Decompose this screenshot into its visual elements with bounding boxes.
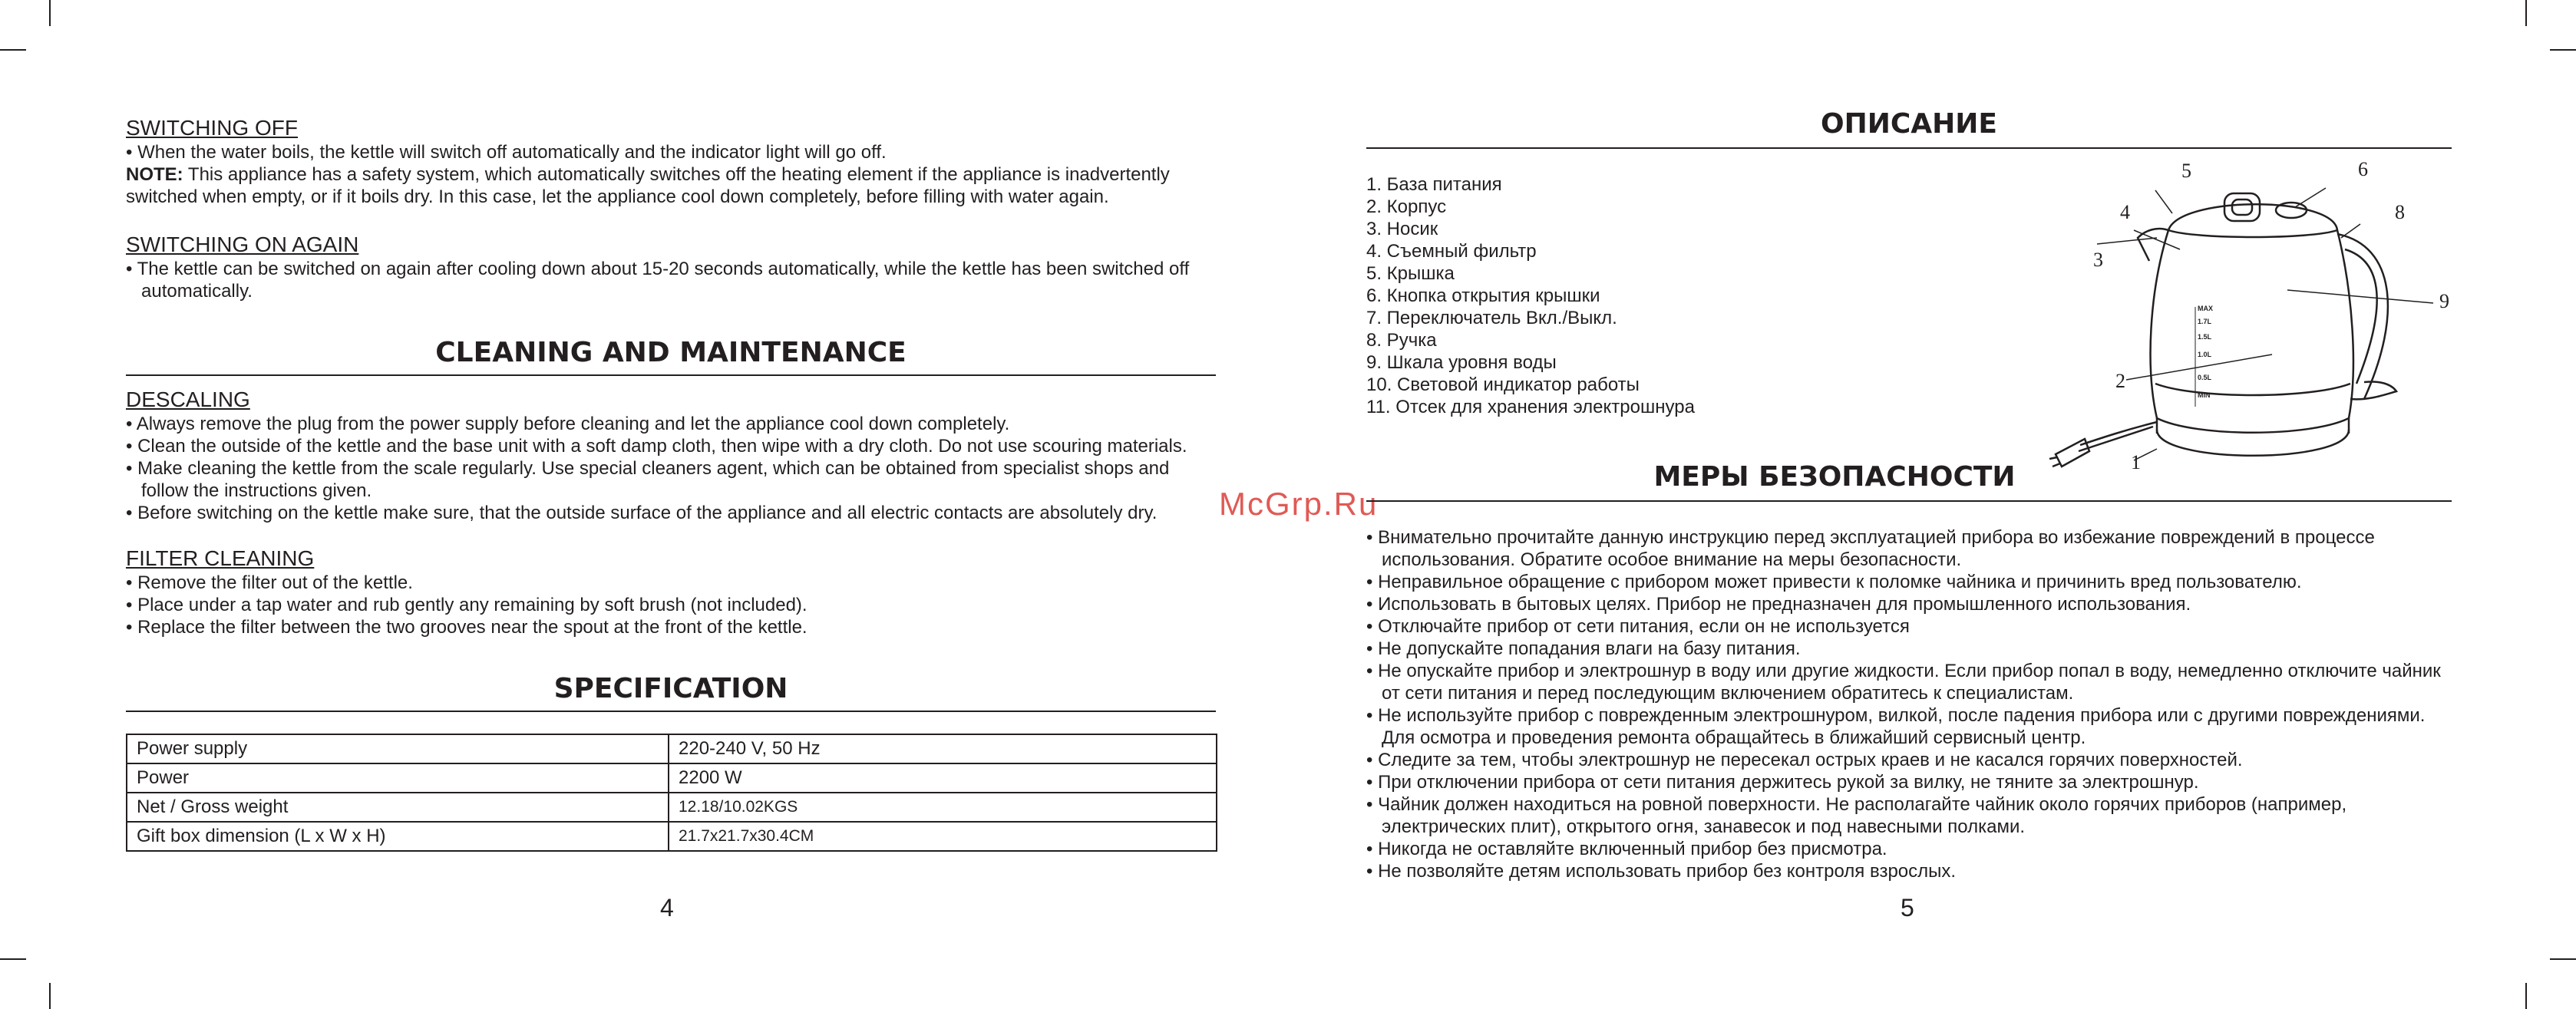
note-line: [126, 163, 1216, 186]
table-row: [127, 763, 1217, 793]
list-item: • Не используйте прибор с поврежденным электрошнуром, вилкой, после падения прибора или с другими повреждениями.: [1366, 705, 2426, 726]
kettle-diagram: [2042, 153, 2456, 499]
list-item: • Replace the filter between the two grooves near the spout at the front of the kettle.: [126, 617, 807, 638]
list-item: 8. Ручка: [1366, 330, 1437, 351]
safety-heading: МЕРЫ БЕЗОПАСНОСТИ: [1653, 461, 2016, 493]
crop-mark: [0, 958, 26, 960]
specification-heading: SPECIFICATION: [553, 673, 788, 704]
list-item: электрических плит), открытого огня, занавесок и под навесными полками.: [1366, 816, 2026, 837]
section-title: DESCALING: [126, 387, 250, 411]
list-item: 4. Съемный фильтр: [1366, 241, 1537, 262]
callout-2: 2: [2115, 370, 2125, 392]
spec-label: Gift box dimension (L x W x H): [127, 822, 669, 851]
list-item: 7. Переключатель Вкл./Выкл.: [1366, 308, 1617, 328]
list-item: • Неправильное обращение с прибором может привести к поломке чайника и причинить вред пользователю.: [1366, 572, 2302, 592]
callout-6: 6: [2358, 158, 2368, 180]
list-item: • Не допускайте попадания влаги на базу питания.: [1366, 638, 1801, 659]
heading-rule: [126, 711, 1216, 712]
text-line: • The kettle can be switched on again after cooling down about 15-20 seconds automatically, while the kettle has been switched off: [126, 259, 1190, 279]
callout-8: 8: [2395, 201, 2405, 223]
scale-mark: 1.7L: [2198, 318, 2212, 325]
text-line: • When the water boils, the kettle will switch off automatically and the indicator light will go off.: [126, 142, 887, 163]
list-item: 11. Отсек для хранения электрошнура: [1366, 397, 1695, 417]
list-item: • Не позволяйте детям использовать прибор без контроля взрослых.: [1366, 861, 1957, 882]
list-item: • Не опускайте прибор и электрошнур в воду или другие жидкости. Если прибор попал в воду, немедленно отключите чайник: [1366, 661, 2441, 681]
table-row: [127, 734, 1217, 763]
filter-cleaning-section: [126, 546, 1216, 638]
callout-4: 4: [2120, 201, 2130, 223]
list-item: 2. Корпус: [1366, 196, 1447, 217]
scale-mark: 1.0L: [2198, 351, 2212, 358]
descaling-section: [126, 387, 1216, 524]
crop-mark: [2550, 49, 2576, 51]
crop-mark: [0, 49, 26, 51]
scale-mark: 0.5L: [2198, 374, 2212, 381]
list-item: • Никогда не оставляйте включенный прибор без присмотра.: [1366, 839, 1887, 859]
scale-mark: MAX: [2198, 305, 2213, 312]
list-item: • Always remove the plug from the power supply before cleaning and let the appliance cool down completely.: [126, 414, 1010, 434]
list-item: 9. Шкала уровня воды: [1366, 352, 1557, 373]
switching-off-section: [126, 115, 1216, 208]
list-item: • Использовать в бытовых целях. Прибор не предназначен для промышленного использования.: [1366, 594, 2191, 615]
scale-mark: MIN: [2198, 391, 2211, 399]
switching-on-again-section: [126, 232, 1216, 302]
spec-value: 21.7x21.7x30.4CM: [669, 822, 1217, 851]
callout-5: 5: [2181, 160, 2191, 182]
section-title: SWITCHING OFF: [126, 116, 298, 140]
list-item: • Make cleaning the kettle from the scale regularly. Use special cleaners agent, which can be obtained from specialist shops and: [126, 458, 1170, 479]
list-item: • Следите за тем, чтобы электрошнур не пересекал острых краев и не касался горячих поверхностей.: [1366, 750, 2243, 770]
list-item: 3. Носик: [1366, 219, 1438, 239]
list-item: • Before switching on the kettle make sure, that the outside surface of the appliance and all electric contacts are absolutely dry.: [126, 503, 1158, 523]
list-item: • Place under a tap water and rub gently any remaining by soft brush (not included).: [126, 595, 807, 615]
note-text: This appliance has a safety system, which automatically switches off the heating element if the appliance is inadvertently: [183, 164, 1170, 185]
section-title: FILTER CLEANING: [126, 546, 315, 570]
table-row: [127, 793, 1217, 822]
list-item: Для осмотра и проведения ремонта обращайтесь в ближайший сервисный центр.: [1366, 727, 2086, 748]
section-title: SWITCHING ON AGAIN: [126, 232, 359, 256]
spec-label: Power supply: [127, 734, 669, 763]
crop-mark: [49, 0, 51, 26]
safety-list: [1366, 526, 2441, 882]
list-item: 6. Кнопка открытия крышки: [1366, 285, 1600, 306]
left-page: [126, 115, 1216, 852]
spec-label: Net / Gross weight: [127, 793, 669, 822]
list-item: • При отключении прибора от сети питания держитесь рукой за вилку, не тяните за электрошнур.: [1366, 772, 2199, 793]
list-item: follow the instructions given.: [126, 480, 372, 501]
crop-mark: [2550, 958, 2576, 960]
list-item: 1. База питания: [1366, 174, 1502, 195]
heading-rule: [126, 374, 1216, 376]
scale-mark: 1.5L: [2198, 333, 2212, 341]
list-item: • Clean the outside of the kettle and the base unit with a soft damp cloth, then wipe with a dry cloth. Do not use scouring materials.: [126, 436, 1187, 457]
note-label: NOTE:: [126, 164, 183, 185]
callout-3: 3: [2093, 249, 2103, 271]
cleaning-heading: CLEANING AND MAINTENANCE: [435, 337, 907, 368]
kettle-illustration: [2049, 188, 2433, 467]
list-item: от сети питания и перед последующим включением обратитесь к специалистам.: [1366, 683, 2074, 704]
table-row: [127, 822, 1217, 851]
watermark: McGrp.Ru: [1219, 486, 1379, 522]
parts-list: [1366, 173, 1695, 418]
description-heading: ОПИСАНИЕ: [1821, 108, 1997, 140]
text-line: switched when empty, or if it boils dry. In this case, let the appliance cool down completely, before filling with water again.: [126, 186, 1109, 207]
crop-mark: [2525, 0, 2527, 26]
list-item: 5. Крышка: [1366, 263, 1455, 284]
spec-value: 220-240 V, 50 Hz: [669, 734, 1217, 763]
list-item: 10. Световой индикатор работы: [1366, 374, 1640, 395]
callout-1: 1: [2131, 451, 2141, 473]
spec-value: 12.18/10.02KGS: [669, 793, 1217, 822]
page-number-left: 4: [660, 894, 674, 922]
text-line: automatically.: [126, 281, 253, 302]
page-number-right: 5: [1901, 894, 1914, 922]
heading-rule: [1366, 500, 2452, 502]
list-item: • Чайник должен находиться на ровной поверхности. Не располагайте чайник около горячих приборов (например,: [1366, 794, 2347, 815]
heading-rule: [1366, 147, 2452, 149]
spec-value: 2200 W: [669, 763, 1217, 793]
spec-label: Power: [127, 763, 669, 793]
list-item: • Внимательно прочитайте данную инструкцию перед эксплуатацией прибора во избежание повреждений в процессе: [1366, 527, 2375, 548]
crop-mark: [49, 983, 51, 1009]
crop-mark: [2525, 983, 2527, 1009]
callout-9: 9: [2439, 290, 2449, 312]
list-item: • Отключайте прибор от сети питания, если он не используется: [1366, 616, 1910, 637]
list-item: • Remove the filter out of the kettle.: [126, 572, 413, 593]
specification-table: [126, 734, 1217, 852]
list-item: использования. Обратите особое внимание на меры безопасности.: [1366, 549, 1962, 570]
